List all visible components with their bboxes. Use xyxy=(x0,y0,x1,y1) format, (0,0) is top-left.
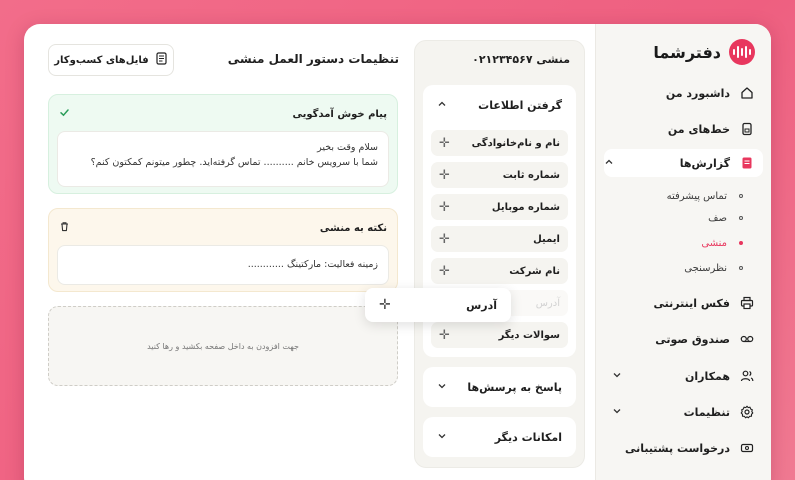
sidebar-item-voicemail[interactable] xyxy=(612,326,755,352)
page-title: تنظیمات دستور العمل منشی xyxy=(227,52,399,66)
users-icon xyxy=(739,368,755,384)
check-icon[interactable] xyxy=(59,107,70,121)
move-icon[interactable]: ✛ xyxy=(379,297,391,313)
chevron-up-icon xyxy=(437,99,447,112)
field-label: ایمیل xyxy=(533,233,560,245)
group-title: گرفتن اطلاعات xyxy=(478,98,562,112)
sidebar-item-label: همکاران xyxy=(684,369,730,383)
field-full-name[interactable] xyxy=(431,130,568,156)
bullet-icon xyxy=(739,194,743,198)
sidebar-item-reports[interactable] xyxy=(604,149,763,177)
chevron-down-icon xyxy=(437,381,447,394)
note-card-header xyxy=(59,219,387,237)
drop-zone[interactable] xyxy=(48,306,398,386)
sidebar-item-label: فکس اینترنتی xyxy=(653,296,730,310)
sidebar-subitem-label: صف xyxy=(708,212,727,224)
group-answer-questions[interactable] xyxy=(423,367,576,407)
drag-chip-label: آدرس xyxy=(466,298,497,312)
sidebar xyxy=(595,24,771,480)
brand-logo-icon xyxy=(729,39,755,65)
support-ticket-icon xyxy=(739,440,755,456)
business-files-label: فایل‌های کسب‌وکار xyxy=(54,54,149,66)
sidebar-item-label: گزارش‌ها xyxy=(679,156,730,170)
brand-name: دفترشما xyxy=(653,42,721,62)
welcome-card-header xyxy=(59,105,387,123)
chevron-down-icon xyxy=(612,370,622,383)
sidebar-item-label: داشبورد من xyxy=(665,86,730,100)
group-header[interactable] xyxy=(423,417,576,457)
chevron-down-icon xyxy=(612,406,622,419)
group-header[interactable] xyxy=(423,367,576,407)
field-mobile[interactable] xyxy=(431,194,568,220)
field-label: نام و نام‌خانوادگی xyxy=(471,137,560,149)
secretary-fields-panel xyxy=(414,40,585,468)
home-icon xyxy=(739,85,755,101)
field-email[interactable] xyxy=(431,226,568,252)
report-icon xyxy=(739,155,755,171)
voicemail-icon xyxy=(739,331,755,347)
bullet-icon xyxy=(739,216,743,220)
note-to-secretary-card xyxy=(48,208,398,292)
move-icon[interactable]: ✛ xyxy=(439,327,450,343)
sidebar-item-label: خط‌های من xyxy=(667,122,730,136)
sidebar-item-dashboard[interactable] xyxy=(612,80,755,106)
field-label: شماره موبایل xyxy=(491,201,560,213)
note-text[interactable] xyxy=(57,245,389,285)
sidebar-subitem-survey[interactable] xyxy=(616,258,743,278)
sidebar-item-internet-fax[interactable] xyxy=(612,290,755,316)
sim-card-icon xyxy=(739,121,755,137)
drop-zone-hint: جهت افزودن به داخل صفحه بکشید و رها کنید xyxy=(147,341,299,351)
printer-icon xyxy=(739,295,755,311)
sidebar-item-label: درخواست پشتیبانی xyxy=(624,441,730,455)
note-line: زمینه فعالیت: مارکتینگ ............ xyxy=(247,259,378,270)
move-icon[interactable]: ✛ xyxy=(439,199,450,215)
sidebar-subitem-secretary[interactable] xyxy=(616,233,743,253)
secretary-number-title: منشی ۰۲۱۲۳۴۵۶۷ xyxy=(472,53,570,66)
field-label: شماره ثابت xyxy=(502,169,560,181)
brand[interactable] xyxy=(653,38,755,66)
field-label: نام شرکت xyxy=(509,265,560,277)
note-card-title: نکته به منشی xyxy=(319,222,387,234)
move-icon[interactable]: ✛ xyxy=(439,263,450,279)
field-label: آدرس xyxy=(535,297,560,309)
field-label: سوالات دیگر xyxy=(498,329,560,341)
field-other-questions[interactable] xyxy=(431,322,568,348)
chevron-down-icon xyxy=(437,431,447,444)
sidebar-item-colleagues[interactable] xyxy=(612,363,755,389)
group-other-features[interactable] xyxy=(423,417,576,457)
trash-icon[interactable] xyxy=(59,221,70,235)
welcome-message-card xyxy=(48,94,398,194)
bullet-icon xyxy=(739,266,743,270)
sidebar-item-support[interactable] xyxy=(612,435,755,461)
field-company[interactable] xyxy=(431,258,568,284)
business-files-button[interactable] xyxy=(48,44,174,76)
group-header[interactable] xyxy=(423,85,576,125)
document-icon xyxy=(155,52,168,68)
dragging-field-address[interactable] xyxy=(365,288,511,322)
sidebar-subitem-advanced-call[interactable] xyxy=(616,186,743,206)
sidebar-item-my-lines[interactable] xyxy=(612,116,755,142)
bullet-icon xyxy=(739,241,743,245)
move-icon[interactable]: ✛ xyxy=(439,231,450,247)
sidebar-item-settings[interactable] xyxy=(612,399,755,425)
move-icon[interactable]: ✛ xyxy=(439,135,450,151)
sidebar-subitem-label: منشی xyxy=(701,237,727,249)
group-title: پاسخ به پرسش‌ها xyxy=(467,380,562,394)
app-window xyxy=(24,24,771,480)
sidebar-subitem-label: نظرسنجی xyxy=(684,262,727,274)
welcome-message-text[interactable] xyxy=(57,131,389,187)
sidebar-subitem-label: تماس پیشرفته xyxy=(666,190,727,202)
welcome-card-title: پیام خوش آمدگویی xyxy=(292,108,387,120)
sidebar-item-label: تنظیمات xyxy=(683,405,730,419)
gear-icon xyxy=(739,404,755,420)
sidebar-item-label: صندوق صوتی xyxy=(655,332,730,346)
sidebar-subitem-queue[interactable] xyxy=(616,208,743,228)
group-title: امکانات دیگر xyxy=(494,430,562,444)
move-icon[interactable]: ✛ xyxy=(439,167,450,183)
welcome-line-1: سلام وقت بخیر xyxy=(317,142,378,153)
field-landline[interactable] xyxy=(431,162,568,188)
welcome-line-2: شما با سرویس خانم .......... تماس گرفته‌اید. چطور میتونم کمکتون کنم؟ xyxy=(90,157,378,168)
chevron-up-icon xyxy=(604,157,614,170)
